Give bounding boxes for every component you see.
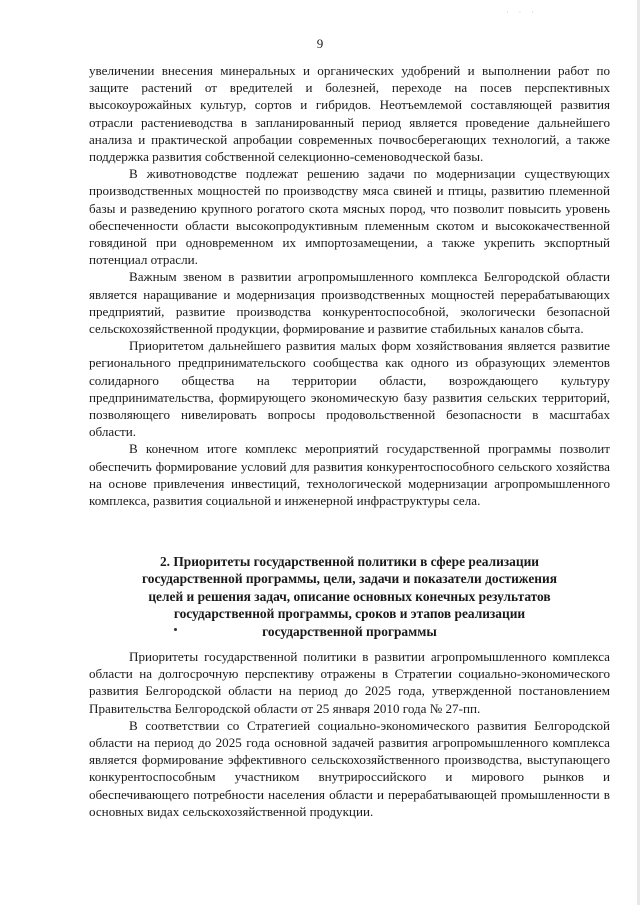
page-number: 9 xyxy=(316,36,324,51)
heading-line: государственной программы, сроков и этапов реализации xyxy=(173,606,526,622)
paragraph: Приоритеты государственной политики в развитии агропромышленного комплекса области на долгосрочную перспективу отражены в Стратегии социально-экономического развития Белгородской области на период до 2025 года, утвержденной постановлением Правительства Белгородской области от 25 января 2010 года № 27-пп. xyxy=(89,649,610,716)
section-body xyxy=(89,648,610,820)
heading-line: целей и решения задач, описание основных конечных результатов xyxy=(148,588,551,604)
heading-line: государственной программы, цели, задачи и показатели достижения xyxy=(142,571,557,587)
paragraph: Приоритетом дальнейшего развития малых форм хозяйствования является развитие регионального предпринимательского сообщества как одного из образующих элементов солидарного общества на территории области, возрождающего культуру предпринимательства, формирующего экономическую базу развития сельских территорий, позволяющего нивелировать вопросы продовольственной безопасности в масштабах области. xyxy=(89,338,610,440)
scan-dot xyxy=(174,628,177,631)
heading-line: государственной программы xyxy=(262,623,437,639)
heading-line: 2. Приоритеты государственной политики в сфере реализации xyxy=(159,554,540,569)
section-heading xyxy=(89,553,610,640)
scan-artifact: · · · xyxy=(506,8,538,17)
paragraph: В конечном итоге комплекс мероприятий государственной программы позволит обеспечить формирование условий для развития конкурентоспособного сельского хозяйства на основе привлечения инвестиций, технологической модернизации агропромышленного комплекса, развития социальной и инженерной инфраструктуры села. xyxy=(89,441,610,509)
paragraph: В соответствии со Стратегией социально-экономического развития Белгородской области на период до 2025 года основной задачей развития агропромышленного комплекса является формирование эффективного сельскохозяйственного производства, выступающего конкурентоспособным участником внутрироссийского и мирового рынков и обеспечивающего потребности населения области и перерабатывающей промышленности в основных видах сельскохозяйственной продукции. xyxy=(89,717,610,819)
paragraph: Важным звеном в развитии агропромышленного комплекса Белгородской области является наращивание и модернизация производственных мощностей перерабатывающих предприятий, развитие производства конкурентоспособной, экологически безопасной сельскохозяйственной продукции, формирование и развитие стабильных каналов сбыта. xyxy=(89,269,610,337)
body-text xyxy=(89,62,610,509)
paragraph: увеличении внесения минеральных и органических удобрений и выполнении работ по защите растений от вредителей и болезней, переходе на посев перспективных высокоурожайных культур, сортов и гибридов. Неотъемлемой составляющей развития отрасли растениеводства в запланированный период является проведение дальнейшего анализа и практической апробации современных почвосберегающих технологий, а также поддержка развития собственной селекционно-семеноводческой базы. xyxy=(89,63,610,165)
paragraph: В животноводстве подлежат решению задачи по модернизации существующих производственных мощностей по производству мяса свиней и птицы, развитию племенной базы и разведению крупного рогатого скота мясных пород, что позволит повысить уровень обеспеченности области высокопродуктивным племенным скотом и высококачественной говядиной при одновременном их импортозамещении, а также укрепить экспортный потенциал отрасли. xyxy=(89,166,610,268)
